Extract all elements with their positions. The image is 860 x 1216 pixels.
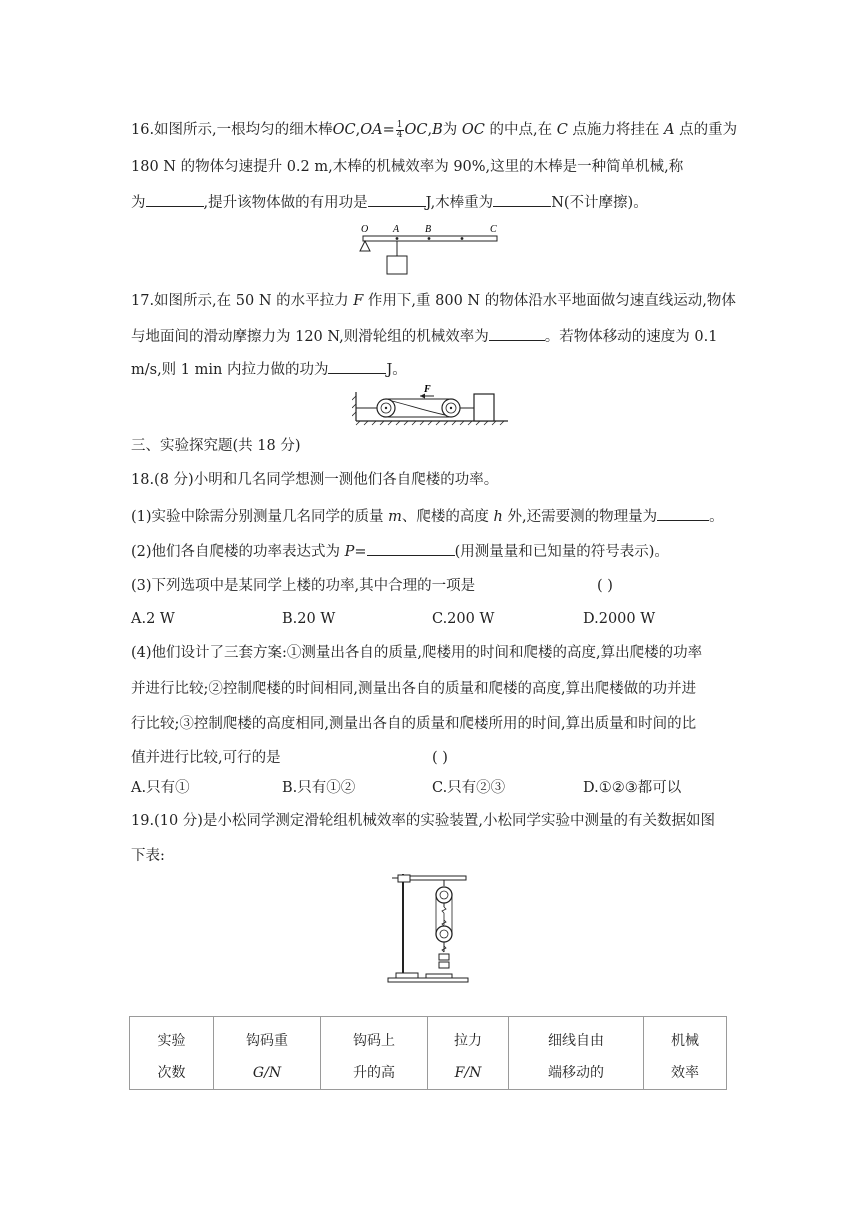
answer-blank[interactable] — [489, 326, 545, 341]
lever-diagram — [357, 222, 505, 278]
answer-blank[interactable] — [146, 192, 204, 207]
fraction-one-quarter: $\frac{1}{4}$ — [396, 119, 403, 140]
q19-line-2: 下表: — [131, 848, 165, 864]
table-header-cell: 钩码重 G/N — [214, 1017, 321, 1090]
clamp — [398, 875, 410, 882]
object-block — [474, 394, 494, 421]
option-c[interactable]: C.200 W — [432, 611, 495, 627]
answer-blank[interactable] — [368, 192, 426, 207]
q18-part-3: (3)下列选项中是某同学上楼的功率,其中合理的一项是 — [131, 578, 476, 594]
point-b — [428, 237, 431, 240]
q18-part-1: (1)实验中除需分别测量几名同学的质量 m、爬楼的高度 h 外,还需要测的物理量为 。 — [131, 506, 724, 527]
q16-line-1: 16.如图所示,一根均匀的细木棒OC,OA= $\frac{1}{4}$ OC,B为 OC 的中点,在 C 点施力将挂在 A 点的重为 — [131, 119, 738, 140]
movable-pulley — [436, 926, 452, 942]
pivot-triangle-icon — [360, 241, 370, 251]
fixed-pulley — [436, 887, 452, 903]
option-c[interactable]: C.只有②③ — [432, 780, 506, 796]
label-c: C — [490, 224, 497, 235]
q16-line-2: 180 N 的物体匀速提升 0.2 m,木棒的机械效率为 90%,这里的木棒是一种简单机械,称 — [131, 159, 684, 175]
q18-part-4-line-3: 行比较;③控制爬楼的高度相同,测量出各自的质量和爬楼所用的时间,算出质量和时间的比 — [131, 716, 697, 732]
answer-paren[interactable]: ( ) — [597, 578, 613, 594]
q17-line-3: m/s,则 1 min 内拉力做的功为 J。 — [131, 359, 407, 380]
option-d[interactable]: D.2000 W — [583, 611, 656, 627]
option-b[interactable]: B.只有①② — [282, 780, 356, 796]
q17-line-1: 17.如图所示,在 50 N 的水平拉力 F 作用下,重 800 N 的物体沿水平地面做匀速直线运动,物体 — [131, 293, 736, 309]
base-plate — [388, 978, 468, 982]
data-table — [129, 1016, 727, 1090]
section-title: 三、实验探究题(共 18 分) — [131, 438, 301, 454]
cross-bar — [410, 876, 466, 880]
option-a[interactable]: A.只有① — [131, 780, 190, 796]
label-a: A — [393, 224, 400, 235]
table-header-cell: 细线自由 端移动的 — [509, 1017, 644, 1090]
point-mark — [461, 237, 464, 240]
answer-blank[interactable] — [367, 541, 455, 556]
q18-part-4-line-4: 值并进行比较,可行的是 — [131, 750, 281, 766]
table-header-row — [130, 1017, 727, 1090]
pulley-ground-diagram — [352, 384, 512, 426]
stand-foot — [396, 973, 418, 978]
table-header-cell: 钩码上 升的高 — [321, 1017, 428, 1090]
hook-weight-2 — [439, 962, 449, 968]
table-header-cell: 实验 次数 — [130, 1017, 214, 1090]
answer-paren[interactable]: ( ) — [432, 750, 448, 766]
label-f: F — [424, 384, 431, 395]
rope — [386, 399, 451, 417]
option-b[interactable]: B.20 W — [282, 611, 336, 627]
scale-base — [426, 974, 452, 978]
q16-line-3: 为 ,提升该物体做的有用功是 J,木棒重为 N(不计摩擦)。 — [131, 192, 648, 213]
answer-blank[interactable] — [328, 359, 386, 374]
q19-line-1: 19.(10 分)是小松同学测定滑轮组机械效率的实验装置,小松同学实验中测量的有关数据如图 — [131, 813, 716, 829]
answer-blank[interactable] — [493, 192, 551, 207]
table-header-cell: 拉力 F/N — [428, 1017, 509, 1090]
option-a[interactable]: A.2 W — [131, 611, 175, 627]
label-b: B — [425, 224, 432, 235]
hook-weight-1 — [439, 954, 449, 960]
table-header-cell: 机械 效率 — [644, 1017, 727, 1090]
q18-part-4-line-2: 并进行比较;②控制爬楼的时间相同,测量出各自的质量和爬楼的高度,算出爬楼做的功并进 — [131, 681, 697, 697]
answer-blank[interactable] — [657, 506, 709, 521]
option-d[interactable]: D.①②③都可以 — [583, 780, 682, 796]
q18-intro: 18.(8 分)小明和几名同学想测一测他们各自爬楼的功率。 — [131, 472, 499, 488]
pulley-apparatus-diagram — [386, 870, 478, 984]
q18-part-2: (2)他们各自爬楼的功率表达式为 P= (用测量量和已知量的符号表示)。 — [131, 541, 669, 562]
weight-block — [387, 256, 407, 274]
point-a — [396, 237, 399, 240]
q18-part-4-line-1: (4)他们设计了三套方案:①测量出各自的质量,爬楼用的时间和爬楼的高度,算出爬楼的功率 — [131, 645, 703, 661]
label-o: O — [361, 224, 369, 235]
q17-line-2: 与地面间的滑动摩擦力为 120 N,则滑轮组的机械效率为 。若物体移动的速度为 0.1 — [131, 326, 717, 347]
